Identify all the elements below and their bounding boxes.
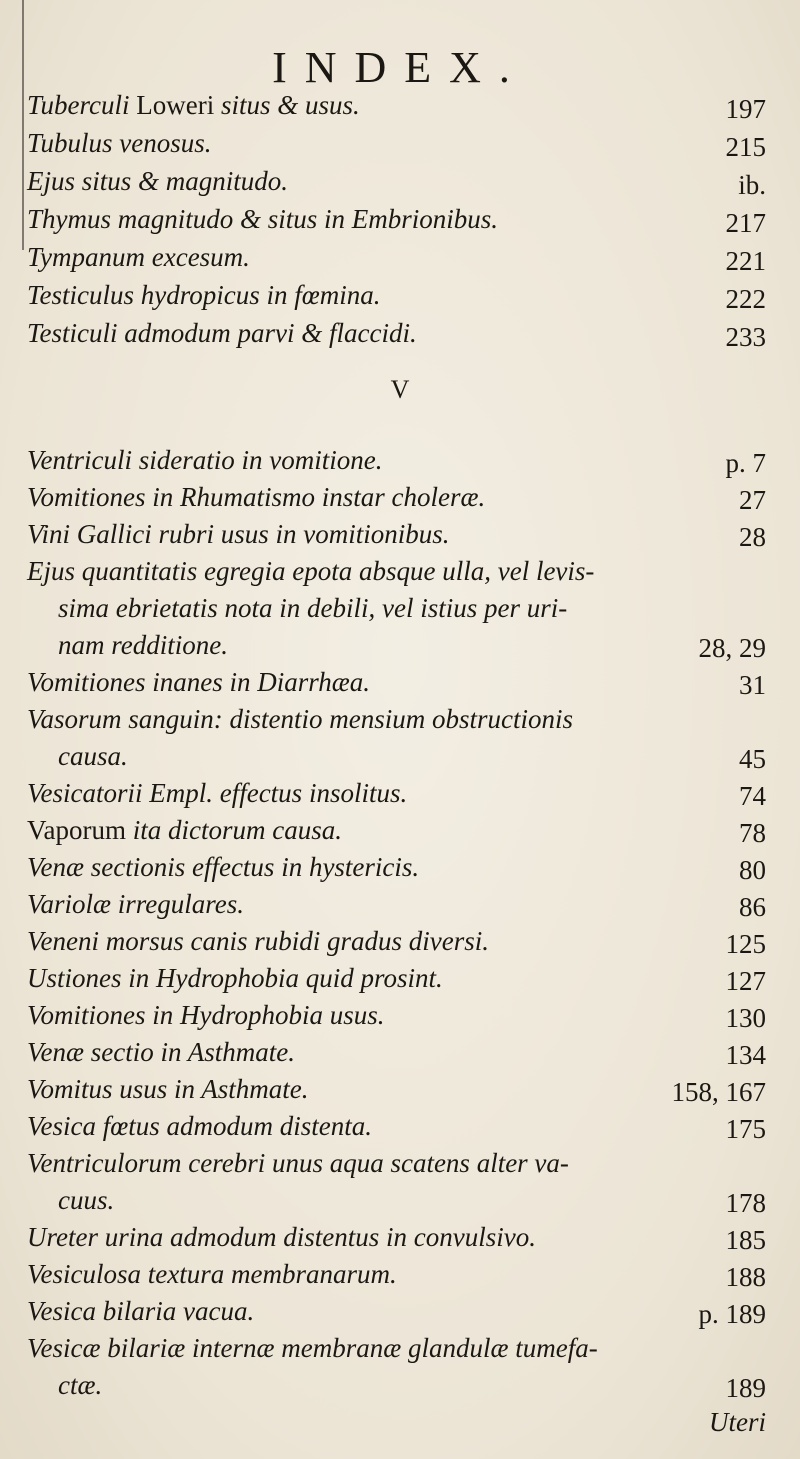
- page-ref: 127: [725, 966, 766, 996]
- index-entry: Vomitiones in Rhumatismo instar choleræ.: [27, 482, 486, 512]
- page-ref: 28: [739, 522, 766, 552]
- index-entry: Ventriculorum cerebri unus aqua scatens alter va-: [27, 1148, 569, 1178]
- page-edge-line: [22, 0, 24, 250]
- index-entry: [27, 815, 342, 846]
- catchword: Uteri: [709, 1407, 766, 1437]
- entry-text: Tuberculi: [27, 90, 137, 120]
- page-ref: p. 189: [698, 1299, 766, 1329]
- index-entry: Variolæ irregulares.: [27, 889, 245, 919]
- index-entry-continued: causa.: [58, 741, 128, 771]
- index-entry: Ventriculi sideratio in vomitione.: [27, 445, 383, 475]
- entry-text: situs & usus.: [214, 90, 360, 120]
- page-ref: 222: [725, 284, 766, 314]
- index-entry: Vesicæ bilariæ internæ membranæ glandulæ tumefa-: [27, 1333, 598, 1363]
- index-entry: Ustiones in Hydrophobia quid prosint.: [27, 963, 443, 993]
- page-ref: 175: [725, 1114, 766, 1144]
- page-ref: ib.: [738, 170, 766, 200]
- section-letter: V: [390, 375, 410, 404]
- index-entry: Venæ sectio in Asthmate.: [27, 1037, 295, 1067]
- index-entry: Vomitiones inanes in Diarrhæa.: [27, 667, 371, 697]
- page-ref: 221: [725, 246, 766, 276]
- index-entry: Tubulus venosus.: [27, 128, 212, 158]
- page-ref: 86: [739, 892, 766, 922]
- page-ref: 80: [739, 855, 766, 885]
- entry-text-upright: Vaporum: [27, 815, 126, 845]
- index-entry-continued: nam redditione.: [58, 630, 228, 660]
- index-entry: Vomitus usus in Asthmate.: [27, 1074, 309, 1104]
- index-entry: Vini Gallici rubri usus in vomitionibus.: [27, 519, 450, 549]
- index-entry: [27, 90, 360, 121]
- index-entry: Thymus magnitudo & situs in Embrionibus.: [27, 204, 499, 234]
- page-ref: 74: [739, 781, 766, 811]
- index-entry: Vomitiones in Hydrophobia usus.: [27, 1000, 385, 1030]
- page-ref: 125: [725, 929, 766, 959]
- index-entry: Tympanum excesum.: [27, 242, 250, 272]
- index-entry: Veneni morsus canis rubidi gradus diversi.: [27, 926, 489, 956]
- page-ref: 233: [725, 322, 766, 352]
- index-entry: Vasorum sanguin: distentio mensium obstructionis: [27, 704, 574, 734]
- index-entry: Venæ sectionis effectus in hystericis.: [27, 852, 420, 882]
- page-ref: 130: [725, 1003, 766, 1033]
- index-entry-continued: sima ebrietatis nota in debili, vel istius per uri-: [58, 593, 568, 623]
- index-entry-continued: ctæ.: [58, 1370, 103, 1400]
- index-entry: Ejus situs & magnitudo.: [27, 166, 289, 196]
- entry-text-upright: Loweri: [136, 90, 215, 120]
- index-entry: Ejus quantitatis egregia epota absque ulla, vel levis-: [27, 556, 595, 586]
- index-entry: Vesica bilaria vacua.: [27, 1296, 255, 1326]
- index-entry: Ureter urina admodum distentus in convulsivo.: [27, 1222, 536, 1252]
- page-ref: 215: [725, 132, 766, 162]
- page-ref: 188: [725, 1262, 766, 1292]
- page-title: INDEX.: [272, 43, 528, 92]
- page-ref: 158, 167: [671, 1077, 766, 1107]
- page-ref: 178: [725, 1188, 766, 1218]
- index-entry: Testiculi admodum parvi & flaccidi.: [27, 318, 417, 348]
- page-ref: 189: [725, 1373, 766, 1403]
- page-ref: 31: [739, 670, 766, 700]
- index-entry-continued: cuus.: [58, 1185, 115, 1215]
- page-ref: 185: [725, 1225, 766, 1255]
- page-ref: 78: [739, 818, 766, 848]
- page-ref: 197: [725, 94, 766, 124]
- index-entry: Vesicatorii Empl. effectus insolitus.: [27, 778, 408, 808]
- page-ref: 45: [739, 744, 766, 774]
- entry-text: ita dictorum causa.: [125, 815, 342, 845]
- page-ref: 134: [725, 1040, 766, 1070]
- index-entry: Vesiculosa textura membranarum.: [27, 1259, 397, 1289]
- index-entry: Testiculus hydropicus in fœmina.: [27, 280, 381, 310]
- index-entry: Vesica fœtus admodum distenta.: [27, 1111, 372, 1141]
- page-ref: 217: [725, 208, 766, 238]
- page-ref: 28, 29: [698, 633, 766, 663]
- page-ref: p. 7: [725, 448, 766, 478]
- page-ref: 27: [739, 485, 766, 515]
